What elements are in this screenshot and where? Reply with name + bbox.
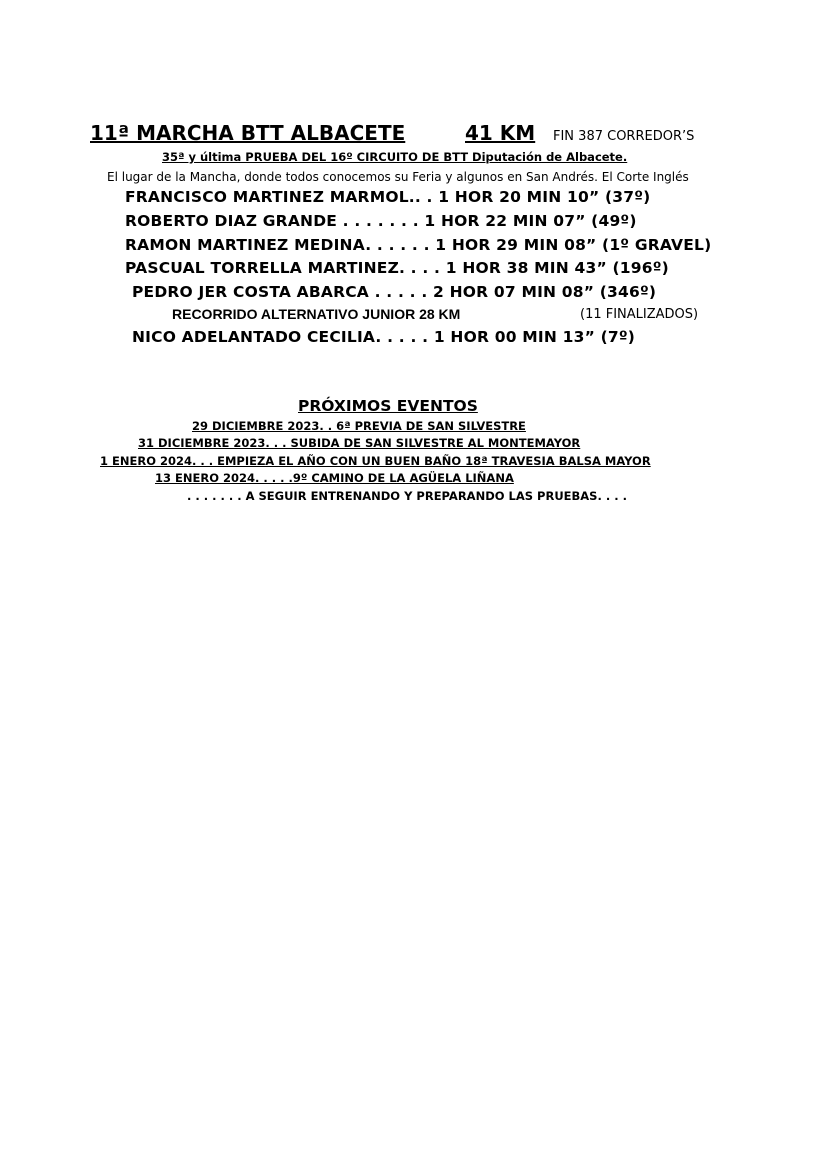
result-row: RAMON MARTINEZ MEDINA. . . . . . 1 HOR 29 MIN 08” (1º GRAVEL) bbox=[125, 236, 712, 254]
alternative-route-title: RECORRIDO ALTERNATIVO JUNIOR 28 KM bbox=[172, 306, 461, 322]
race-distance: 41 KM bbox=[465, 121, 536, 145]
events-heading: PRÓXIMOS EVENTOS bbox=[298, 397, 478, 415]
result-row: NICO ADELANTADO CECILIA. . . . . 1 HOR 00 MIN 13” (7º) bbox=[132, 328, 636, 346]
event-item: 29 DICIEMBRE 2023. . 6ª PREVIA DE SAN SILVESTRE bbox=[192, 419, 526, 433]
event-item: 1 ENERO 2024. . . EMPIEZA EL AÑO CON UN BUEN BAÑO 18ª TRAVESIA BALSA MAYOR bbox=[100, 454, 651, 468]
race-title: 11ª MARCHA BTT ALBACETE bbox=[90, 121, 406, 145]
result-row: FRANCISCO MARTINEZ MARMOL.. . 1 HOR 20 MIN 10” (37º) bbox=[125, 188, 651, 206]
alternative-route-count: (11 FINALIZADOS) bbox=[580, 307, 699, 322]
result-row: ROBERTO DIAZ GRANDE . . . . . . . 1 HOR 22 MIN 07” (49º) bbox=[125, 212, 637, 230]
event-item: 13 ENERO 2024. . . . .9º CAMINO DE LA AGÜELA LIÑANA bbox=[155, 471, 514, 485]
result-row: PASCUAL TORRELLA MARTINEZ. . . . 1 HOR 38 MIN 43” (196º) bbox=[125, 259, 669, 277]
finishers-count: FIN 387 CORREDOR’S bbox=[553, 129, 695, 144]
event-item: 31 DICIEMBRE 2023. . . SUBIDA DE SAN SILVESTRE AL MONTEMAYOR bbox=[138, 436, 581, 450]
result-row: PEDRO JER COSTA ABARCA . . . . . 2 HOR 07 MIN 08” (346º) bbox=[132, 283, 657, 301]
event-item: . . . . . . . A SEGUIR ENTRENANDO Y PREPARANDO LAS PRUEBAS. . . . bbox=[187, 489, 627, 503]
tagline: El lugar de la Mancha, donde todos conocemos su Feria y algunos en San Andrés. El Corte Inglés bbox=[107, 170, 689, 184]
circuit-subtitle: 35ª y última PRUEBA DEL 16º CIRCUITO DE BTT Diputación de Albacete. bbox=[162, 150, 628, 164]
